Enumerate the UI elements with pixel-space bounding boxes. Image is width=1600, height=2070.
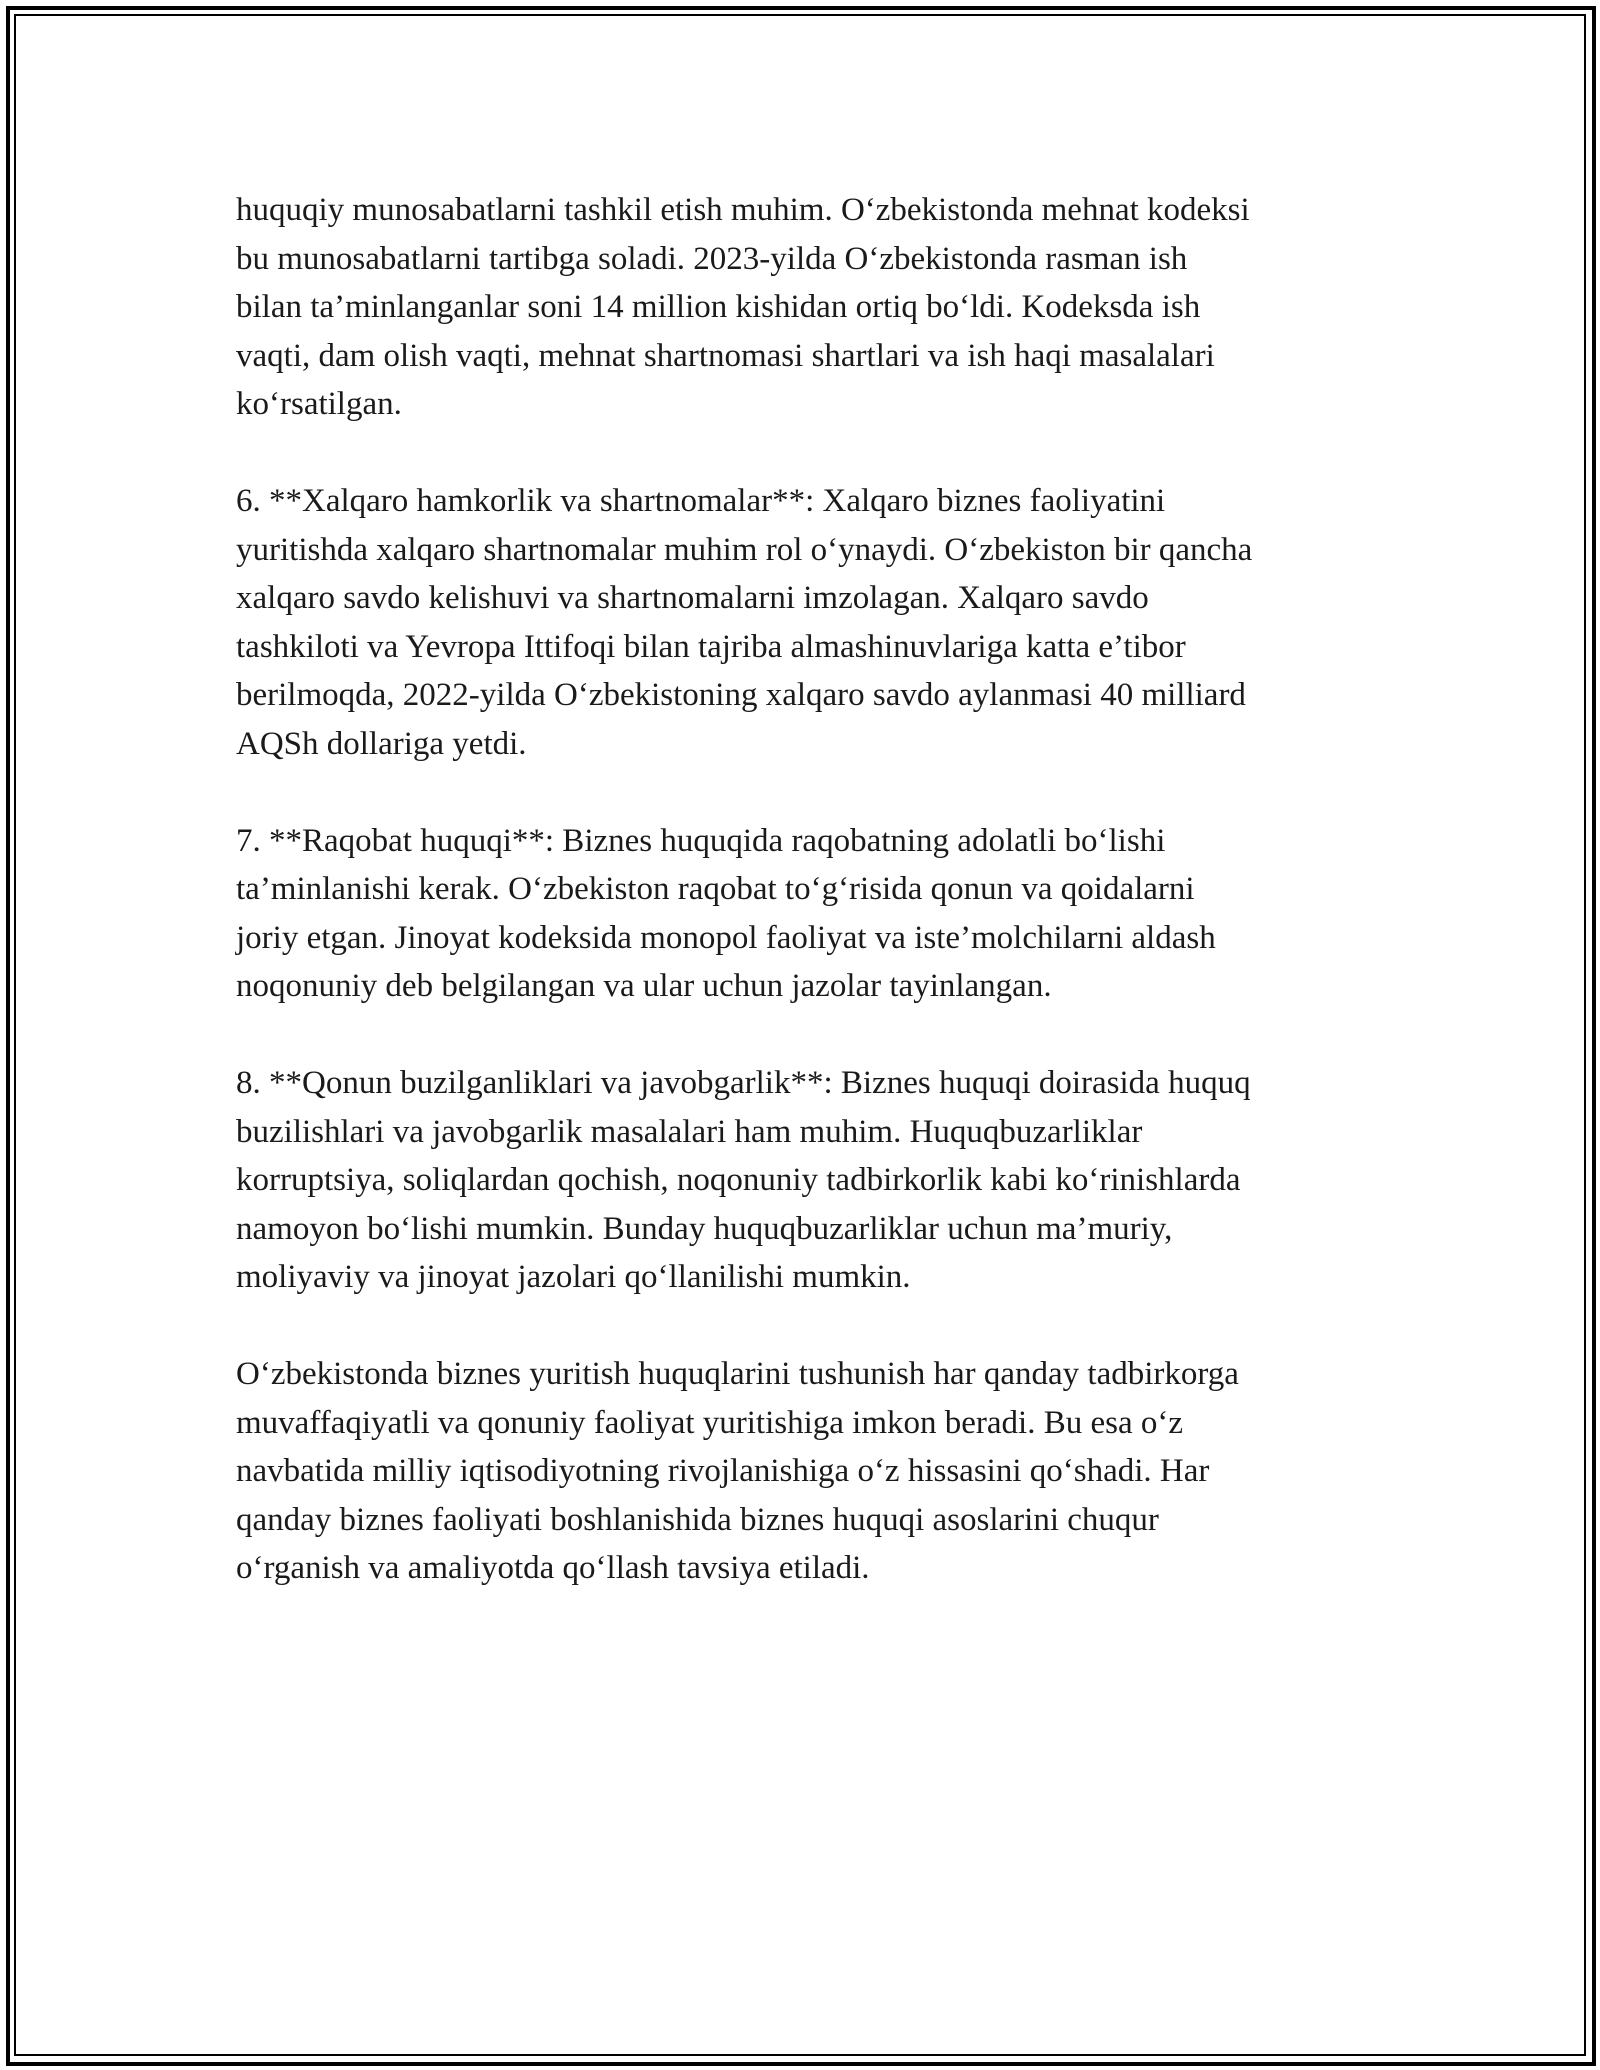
text-line: 6. **Xalqaro hamkorlik va shartnomalar**: Xalqaro biznes faoliyatini <box>236 483 1166 519</box>
text-line: korruptsiya, soliqlardan qochish, noqonuniy tadbirkorlik kabi ko‘rinishlarda <box>236 1162 1241 1198</box>
text-line: moliyaviy va jinoyat jazolari qo‘llanilishi mumkin. <box>236 1259 911 1295</box>
paragraph-conclusion <box>236 1350 1376 1593</box>
text-line: berilmoqda, 2022-yilda O‘zbekistoning xalqaro savdo aylanmasi 40 milliard <box>236 677 1246 713</box>
text-line: buzilishlari va javobgarlik masalalari ham muhim. Huquqbuzarliklar <box>236 1113 1143 1150</box>
paragraph-competition-law <box>236 817 1376 1011</box>
text-line: AQSh dollariga yetdi. <box>236 725 527 762</box>
document-body <box>236 186 1376 1641</box>
paragraph-labor-law <box>236 186 1376 429</box>
text-line: o‘rganish va amaliyotda qo‘llash tavsiya etiladi. <box>236 1550 870 1586</box>
text-line: huquqiy munosabatlarni tashkil etish muhim. O‘zbekistonda mehnat kodeksi <box>236 192 1250 228</box>
text-line: xalqaro savdo kelishuvi va shartnomalarni imzolagan. Xalqaro savdo <box>236 580 1149 616</box>
text-line: namoyon bo‘lishi mumkin. Bunday huquqbuzarliklar uchun ma’muriy, <box>236 1210 1173 1247</box>
text-line: bu munosabatlarni tartibga soladi. 2023-yilda O‘zbekistonda rasman ish <box>236 240 1188 277</box>
text-line: qanday biznes faoliyati boshlanishida biznes huquqi asoslarini chuqur <box>236 1501 1159 1538</box>
paragraph-violations-liability <box>236 1059 1376 1302</box>
text-line: noqonuniy deb belgilangan va ular uchun jazolar tayinlangan. <box>236 968 1052 1004</box>
text-line: yuritishda xalqaro shartnomalar muhim rol o‘ynaydi. O‘zbekiston bir qancha <box>236 531 1253 568</box>
text-line: vaqti, dam olish vaqti, mehnat shartnomasi shartlari va ish haqi masalalari <box>236 337 1215 374</box>
text-line: bilan ta’minlanganlar soni 14 million kishidan ortiq bo‘ldi. Kodeksda ish <box>236 289 1201 325</box>
text-line: ta’minlanishi kerak. O‘zbekiston raqobat to‘g‘risida qonun va qoidalarni <box>236 871 1195 907</box>
paragraph-international-cooperation <box>236 477 1376 768</box>
text-line: navbatida milliy iqtisodiyotning rivojlanishiga o‘z hissasini qo‘shadi. Har <box>236 1453 1210 1489</box>
text-line: tashkiloti va Yevropa Ittifoqi bilan tajriba almashinuvlariga katta e’tibor <box>236 628 1186 665</box>
text-line: ko‘rsatilgan. <box>236 386 402 422</box>
text-line: joriy etgan. Jinoyat kodeksida monopol faoliyat va iste’molchilarni aldash <box>236 919 1216 956</box>
text-line: muvaffaqiyatli va qonuniy faoliyat yuritishiga imkon beradi. Bu esa o‘z <box>236 1404 1183 1441</box>
text-line: 8. **Qonun buzilganliklari va javobgarlik**: Biznes huquqi doirasida huquq <box>236 1065 1251 1101</box>
text-line: O‘zbekistonda biznes yuritish huquqlarini tushunish har qanday tadbirkorga <box>236 1356 1239 1392</box>
text-line: 7. **Raqobat huquqi**: Biznes huquqida raqobatning adolatli bo‘lishi <box>236 822 1166 859</box>
